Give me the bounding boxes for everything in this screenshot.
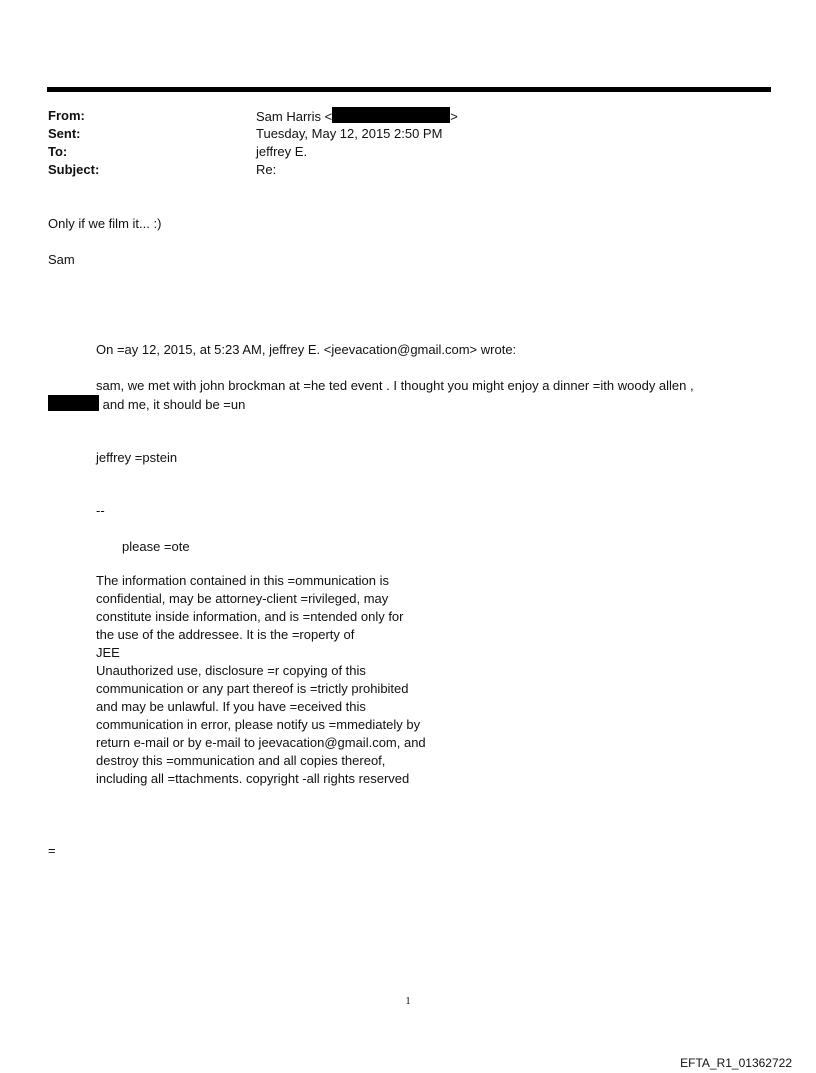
disclaimer-line: JEE	[96, 645, 120, 660]
from-name: Sam Harris <	[256, 109, 333, 124]
sent-label: Sent:	[48, 126, 81, 141]
disclaimer-line: destroy this =ommunication and all copies thereof,	[96, 753, 386, 768]
subject-label: Subject:	[48, 162, 100, 177]
disclaimer-line: confidential, may be attorney-client =rivileged, may	[96, 591, 389, 606]
quoted-message-line: sam, we met with john brockman at =he ted event . I thought you might enjoy a dinner =ith woody allen ,	[96, 378, 694, 393]
quoted-message-line-2	[48, 395, 245, 414]
disclaimer-line: The information contained in this =ommunication is	[96, 573, 390, 588]
quoted-signature-separator: --	[96, 503, 105, 518]
quoted-signature-name: jeffrey =pstein	[96, 450, 178, 465]
disclaimer-line: including all =ttachments. copyright -all rights reserved	[96, 771, 410, 786]
disclaimer-line: Unauthorized use, disclosure =r copying of this	[96, 663, 366, 678]
to-value: jeffrey E.	[256, 144, 308, 159]
to-label: To:	[48, 144, 68, 159]
please-note: please =ote	[122, 539, 190, 554]
sent-value: Tuesday, May 12, 2015 2:50 PM	[256, 126, 443, 141]
disclaimer	[96, 572, 426, 788]
body-line: Only if we film it... :)	[48, 216, 162, 231]
quoted-message-text: and me, it should be =un	[99, 397, 246, 412]
redaction-box	[48, 395, 99, 411]
quoted-intro: On =ay 12, 2015, at 5:23 AM, jeffrey E. <jeevacation@gmail.com> wrote:	[96, 342, 517, 357]
disclaimer-line: the use of the addressee. It is the =roperty of	[96, 627, 355, 642]
subject-value: Re:	[256, 162, 277, 177]
redaction-box	[332, 107, 450, 123]
disclaimer-line: return e-mail or by e-mail to jeevacation@gmail.com, and	[96, 735, 426, 750]
disclaimer-line: communication or any part thereof is =trictly prohibited	[96, 681, 409, 696]
document-id: EFTA_R1_01362722	[680, 1056, 792, 1070]
header-rule	[47, 87, 771, 92]
body-signature: Sam	[48, 252, 75, 267]
disclaimer-line: communication in error, please notify us =mmediately by	[96, 717, 421, 732]
from-value	[256, 107, 458, 126]
disclaimer-line: and may be unlawful. If you have =eceived this	[96, 699, 366, 714]
from-close: >	[450, 109, 458, 124]
page-number: 1	[405, 995, 411, 1007]
from-label: From:	[48, 108, 85, 123]
trailing-equals: =	[48, 843, 56, 858]
disclaimer-line: constitute inside information, and is =ntended only for	[96, 609, 404, 624]
